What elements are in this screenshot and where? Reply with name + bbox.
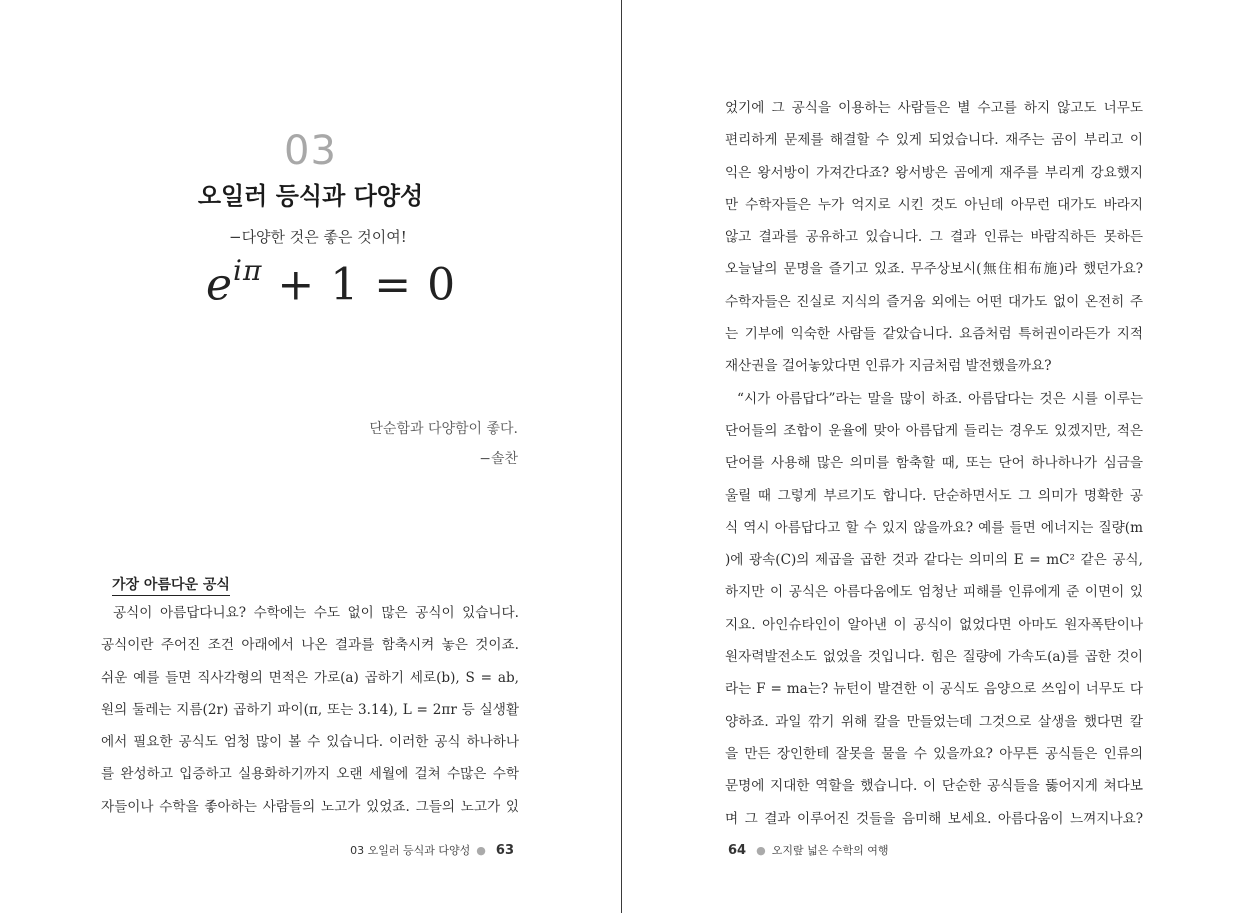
chapter-subtitle: −다양한 것은 좋은 것이여!	[229, 228, 407, 246]
body-line: 었기에 그 공식을 이용하는 사람들은 별 수고를 하지 않고도 너무도	[725, 100, 1143, 116]
body-line: 하지만 이 공식은 아름다움에도 엄청난 피해를 인류에게 준 이면이 있	[725, 584, 1143, 601]
chapter-number: 03	[284, 128, 337, 174]
page-number: 64	[728, 843, 747, 858]
page-number: 63	[495, 843, 514, 858]
footer-chapter-label: 03 오일러 등식과 다양성	[350, 844, 471, 857]
right-page	[623, 0, 1244, 913]
body-line: 자들이나 수학을 좋아하는 사람들의 노고가 있었죠. 그들의 노고가 있	[101, 798, 519, 815]
body-line: 수학자들은 진실로 지식의 즐거움 외에는 어떤 대가도 없이 온전히 주	[725, 293, 1143, 310]
body-line: 지요. 아인슈타인이 알아낸 이 공식이 없었다면 아마도 원자폭탄이나	[725, 616, 1143, 633]
body-line: 쉬운 예를 들면 직사각형의 면적은 가로(a) 곱하기 세로(b), S = ab,	[101, 669, 519, 686]
body-line: 를 완성하고 입증하고 실용화하기까지 오랜 세월에 걸쳐 수많은 수학	[101, 766, 519, 783]
body-line: 는 기부에 익숙한 사람들 같았습니다. 요즘처럼 특허권이라든가 지적	[725, 326, 1143, 343]
body-line: 재산권을 걸어놓았다면 인류가 지금처럼 발전했을까요?	[725, 358, 1052, 375]
body-line: 만 수학자들은 누가 억지로 시킨 것도 아닌데 아무런 대가도 바라지	[725, 196, 1143, 213]
left-body-text	[101, 597, 519, 823]
body-line: 에서 필요한 공식도 엄청 많이 볼 수 있습니다. 이러한 공식 하나하나	[101, 734, 519, 751]
book-spine-divider	[621, 0, 622, 913]
body-line: 단어를 사용해 많은 의미를 함축할 때, 또는 단어 하나하나가 심금을	[725, 455, 1143, 472]
body-line: 익은 왕서방이 가져간다죠? 왕서방은 곰에게 재주를 부리게 강요했지	[725, 164, 1143, 181]
right-footer	[724, 842, 888, 858]
body-line: 양하죠. 과일 깎기 위해 칼을 만들었는데 그것으로 살생을 했다면 칼	[725, 713, 1143, 730]
euler-formula	[206, 254, 457, 311]
right-body-text	[725, 92, 1143, 835]
body-line: “시가 아름답다”라는 말을 많이 하죠. 아름답다는 것은 시를 이루는	[737, 390, 1143, 407]
epigraph-quote: 단순함과 다양함이 좋다.	[369, 421, 518, 437]
epigraph-author: −솔찬	[479, 451, 518, 467]
body-line: 식 역시 아름답다고 할 수 있지 않을까요? 예를 들면 에너지는 질량(m	[725, 519, 1143, 536]
formula-rest: + 1 = 0	[277, 259, 457, 311]
body-line: 며 그 결과 이루어진 것들을 음미해 보세요. 아름다움이 느껴지나요?	[725, 810, 1143, 827]
body-line: 단어들의 조합이 운율에 맞아 아름답게 들리는 경우도 있겠지만, 적은	[725, 422, 1143, 439]
body-line: 않고 결과를 공유하고 있습니다. 그 결과 인류는 바람직하든 못하든	[725, 229, 1143, 246]
body-line: 울릴 때 그렇게 부르기도 합니다. 단순하면서도 그 의미가 명확한 공	[725, 487, 1143, 504]
body-line: 라는 F = ma는? 뉴턴이 발견한 이 공식도 음양으로 쓰임이 너무도 다	[725, 681, 1143, 698]
chapter-title: 오일러 등식과 다양성	[197, 182, 424, 210]
body-line: 원의 둘레는 지름(2r) 곱하기 파이(π, 또는 3.14), L = 2πr 등 실생활	[101, 701, 519, 718]
body-line: 문명에 지대한 역할을 했습니다. 이 단순한 공식들을 뚫어지게 쳐다보	[725, 778, 1143, 795]
body-line: 원자력발전소도 없었을 것입니다. 힘은 질량에 가속도(a)를 곱한 것이	[725, 649, 1143, 666]
body-line: 공식이 아름답다니요? 수학에는 수도 없이 많은 공식이 있습니다.	[113, 605, 519, 621]
body-line: )에 광속(C)의 제곱을 곱한 것과 같다는 의미의 E = mC² 같은 공식,	[725, 552, 1143, 569]
formula-base: e	[206, 259, 234, 311]
footer-dot-icon: ●	[476, 844, 486, 857]
section-heading: 가장 아름다운 공식	[112, 574, 230, 596]
footer-book-title: 오지랖 넓은 수학의 여행	[771, 844, 889, 857]
body-line: 공식이란 주어진 조건 아래에서 나온 결과를 함축시켜 놓은 것이죠.	[101, 637, 519, 654]
body-line: 오늘날의 문명을 즐기고 있죠. 무주상보시(無住相布施)라 했던가요?	[725, 261, 1143, 278]
footer-dot-icon: ●	[756, 844, 766, 857]
formula-exponent: iπ	[233, 254, 263, 287]
epigraph	[369, 414, 518, 474]
left-page	[0, 0, 621, 913]
left-footer	[350, 842, 518, 858]
body-line: 편리하게 문제를 해결할 수 있게 되었습니다. 재주는 곰이 부리고 이	[725, 132, 1143, 149]
body-line: 을 만든 장인한테 잘못을 물을 수 있을까요? 아무튼 공식들은 인류의	[725, 745, 1143, 762]
